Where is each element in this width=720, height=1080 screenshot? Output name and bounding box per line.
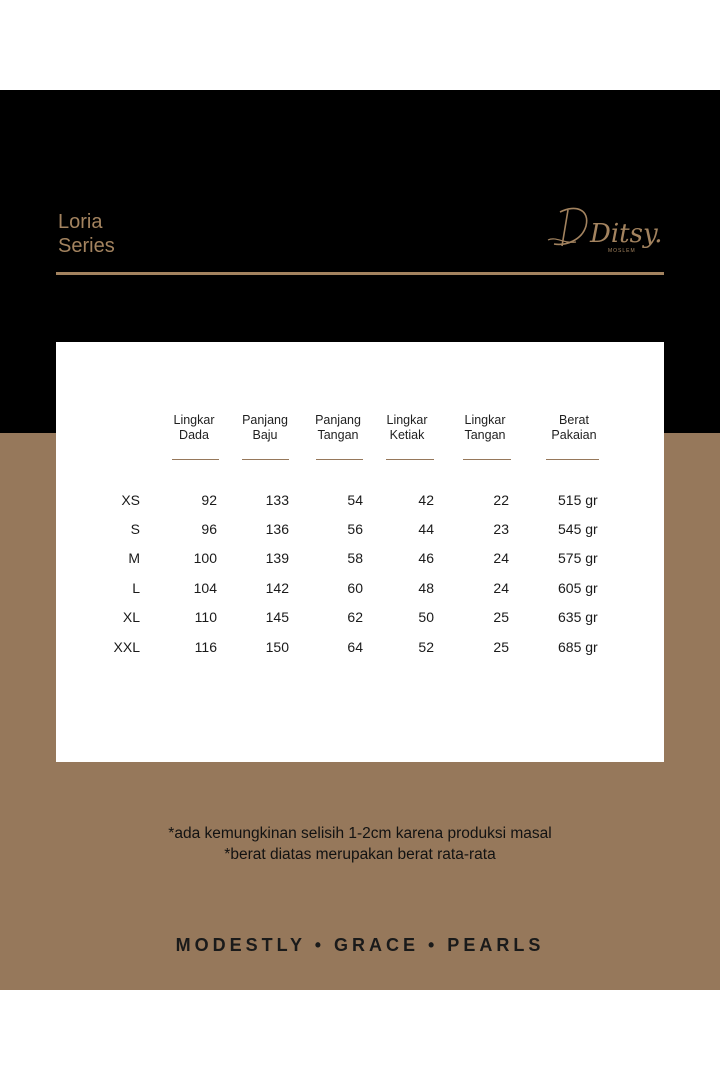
header-underline xyxy=(316,459,363,460)
header-berat-pakaian: Berat Pakaian xyxy=(551,413,597,442)
header-panjang-baju: Panjang Baju xyxy=(242,413,288,442)
size-label: S xyxy=(130,521,140,537)
table-cell: 44 xyxy=(418,521,434,537)
table-cell: 25 xyxy=(493,609,509,625)
header-underline xyxy=(242,459,289,460)
header-underline xyxy=(546,459,599,460)
size-label: L xyxy=(132,580,140,596)
header-lingkar-dada: Lingkar Dada xyxy=(173,413,215,442)
table-cell: 575 gr xyxy=(558,550,598,566)
table-cell: 42 xyxy=(418,492,434,508)
size-label: XL xyxy=(122,609,140,625)
brand-tagline: MODESTLY • GRACE • PEARLS xyxy=(175,935,545,955)
table-cell: 24 xyxy=(493,580,509,596)
table-cell: 50 xyxy=(418,609,434,625)
header-divider xyxy=(56,272,664,275)
table-cell: 60 xyxy=(347,580,363,596)
table-cell: 116 xyxy=(194,639,217,655)
size-label: XXL xyxy=(113,639,140,655)
size-label: XS xyxy=(121,492,140,508)
table-cell: 635 gr xyxy=(558,609,598,625)
table-cell: 58 xyxy=(347,550,363,566)
table-cell: 52 xyxy=(418,639,434,655)
table-cell: 136 xyxy=(265,521,289,537)
footnote-weight: *berat diatas merupakan berat rata-rata xyxy=(224,846,496,863)
svg-text:Ditsy.: Ditsy. xyxy=(590,219,663,249)
table-cell: 145 xyxy=(265,609,289,625)
table-cell: 545 gr xyxy=(558,521,598,537)
table-cell: 64 xyxy=(347,639,363,655)
header-underline xyxy=(386,459,434,460)
svg-text:MOSLEM: MOSLEM xyxy=(608,248,636,254)
table-cell: 142 xyxy=(265,580,289,596)
table-cell: 48 xyxy=(418,580,434,596)
header-lingkar-tangan: Lingkar Tangan xyxy=(464,413,506,442)
table-cell: 92 xyxy=(201,492,217,508)
table-cell: 46 xyxy=(418,550,434,566)
table-cell: 24 xyxy=(493,550,509,566)
table-cell: 685 gr xyxy=(558,639,598,655)
table-cell: 62 xyxy=(347,609,363,625)
table-cell: 96 xyxy=(201,521,217,537)
table-cell: 104 xyxy=(193,580,217,596)
table-cell: 100 xyxy=(193,550,217,566)
table-cell: 22 xyxy=(493,492,509,508)
table-cell: 139 xyxy=(265,550,289,566)
series-title: Loria Series xyxy=(58,211,115,257)
table-cell: 56 xyxy=(347,521,363,537)
brand-logo xyxy=(546,200,672,260)
table-cell: 515 gr xyxy=(558,492,598,508)
footnote-tolerance: *ada kemungkinan selisih 1-2cm karena produksi masal xyxy=(168,825,552,842)
table-cell: 150 xyxy=(265,639,289,655)
header-underline xyxy=(172,459,219,460)
size-label: M xyxy=(128,550,140,566)
header-lingkar-ketiak: Lingkar Ketiak xyxy=(386,413,428,442)
table-cell: 23 xyxy=(493,521,509,537)
table-cell: 54 xyxy=(347,492,363,508)
table-cell: 110 xyxy=(194,609,217,625)
header-panjang-tangan: Panjang Tangan xyxy=(315,413,361,442)
footnotes xyxy=(0,823,720,865)
table-cell: 133 xyxy=(265,492,289,508)
table-cell: 605 gr xyxy=(558,580,598,596)
header-underline xyxy=(463,459,511,460)
table-cell: 25 xyxy=(493,639,509,655)
